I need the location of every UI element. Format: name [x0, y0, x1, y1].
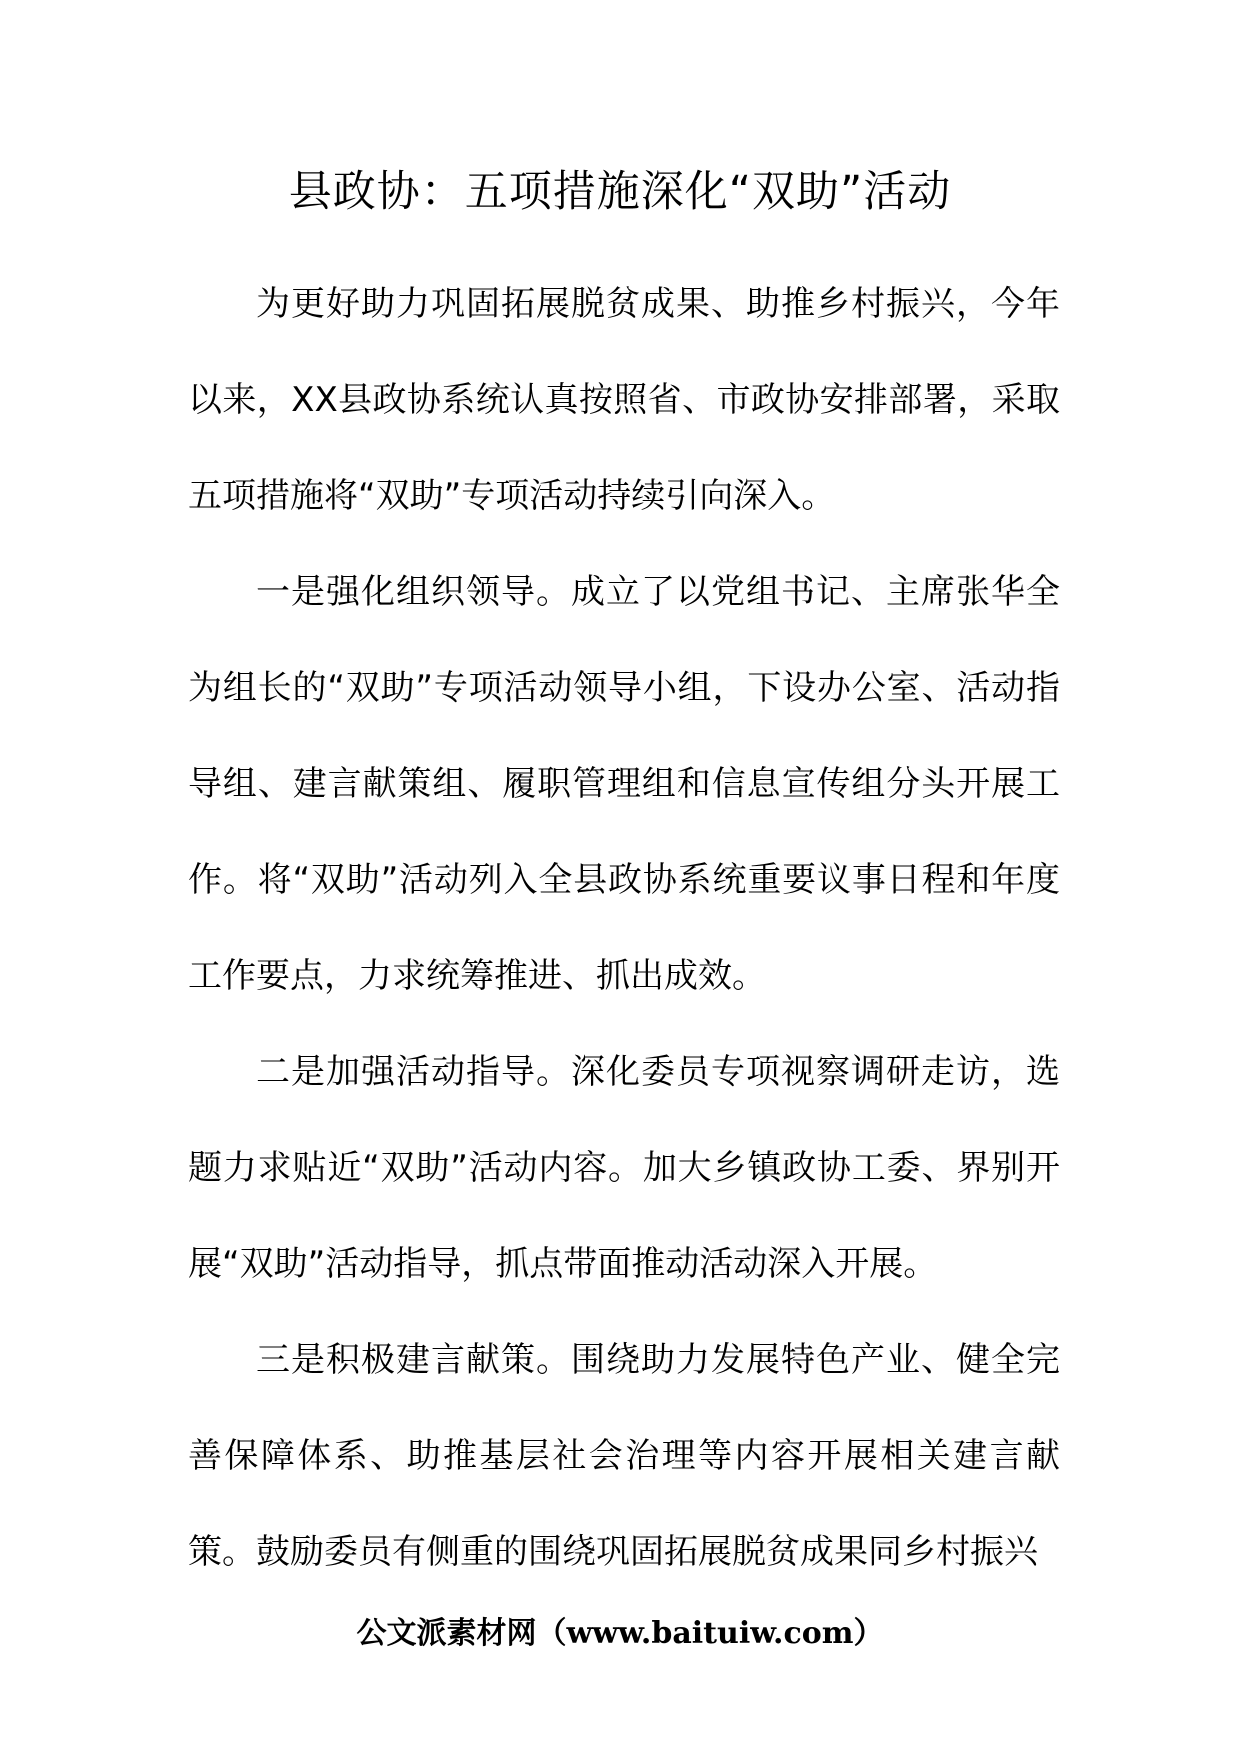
paragraph-suggestions: 三是积极建言献策。围绕助力发展特色产业、健全完善保障体系、助推基层社会治理等内容开展相关建言献策。鼓励委员有侧重的围绕巩固拓展脱贫成果同乡村振兴 [188, 1340, 1060, 1572]
paragraph-intro: 为更好助力巩固拓展脱贫成果、助推乡村振兴，今年以来，XX县政协系统认真按照省、市政协安排部署，采取五项措施将“双助”专项活动持续引向深入。 [188, 284, 1060, 516]
footer-watermark: 公文派素材网（www.baituiw.com） [356, 1616, 884, 1651]
paragraph-guidance: 二是加强活动指导。深化委员专项视察调研走访，选题力求贴近“双助”活动内容。加大乡镇政协工委、界别开展“双助”活动指导，抓点带面推动活动深入开展。 [188, 1052, 1060, 1284]
paragraph-organization: 一是强化组织领导。成立了以党组书记、主席张华全为组长的“双助”专项活动领导小组，下设办公室、活动指导组、建言献策组、履职管理组和信息宣传组分头开展工作。将“双助”活动列入全县政协系统重要议事日程和年度工作要点，力求统筹推进、抓出成效。 [188, 572, 1060, 996]
document-body [188, 256, 1060, 1600]
document-title: 县政协：五项措施深化“双助”活动 [288, 167, 952, 217]
